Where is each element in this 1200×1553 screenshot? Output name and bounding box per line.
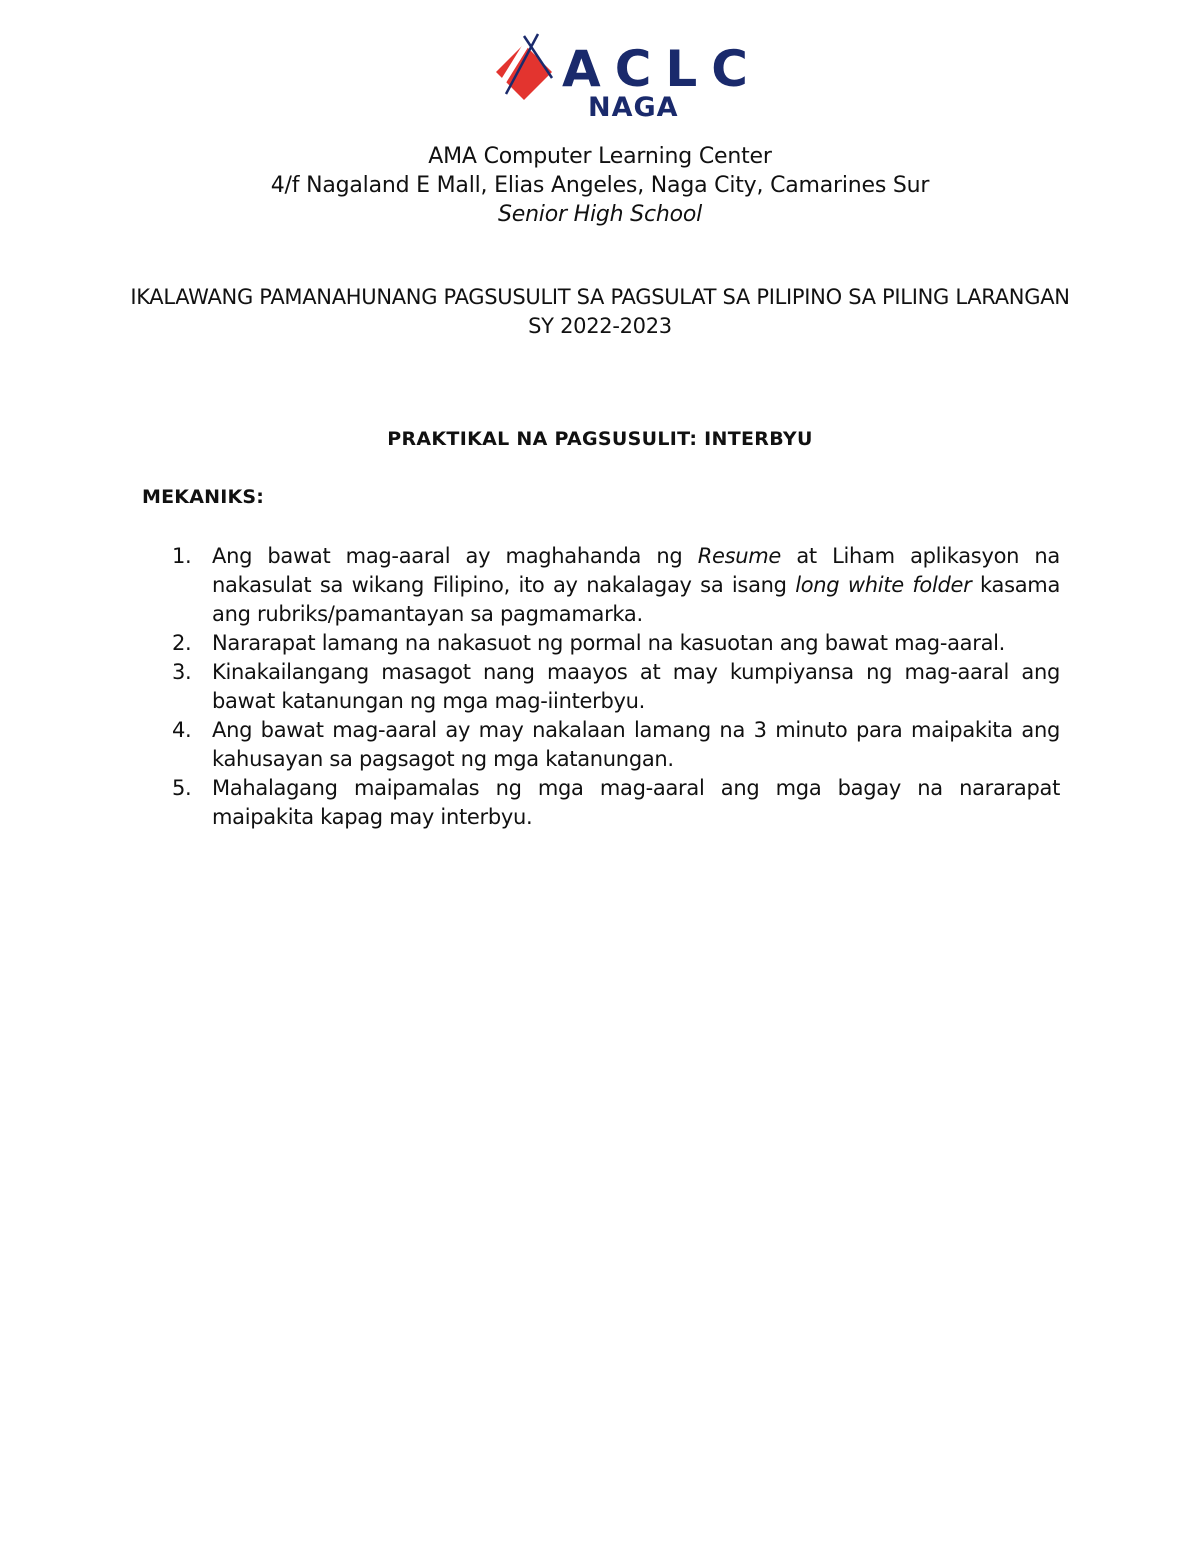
list-item-text: Nararapat lamang na nakasuot ng pormal na kasuotan ang bawat mag-aaral. [212, 631, 1006, 655]
list-item [172, 774, 1060, 832]
list-item [172, 542, 1060, 629]
list-item-number: 5. [172, 776, 192, 800]
exam-title-block [130, 283, 1070, 341]
list-item-text: kasama ang rubriks/pamantayan sa pagmamarka. [212, 573, 1061, 626]
school-address: 4/f Nagaland E Mall, Elias Angeles, Naga City, Camarines Sur [270, 173, 930, 198]
list-item-number: 1. [172, 544, 192, 568]
list-item-text: at Liham aplikasyon na nakasulat sa wikang Filipino, ito ay nakalagay sa isang [212, 544, 1060, 597]
mekaniks-list [172, 542, 1060, 832]
list-item-text: Ang bawat mag-aaral ay maghahanda ng [212, 544, 698, 568]
aclc-naga-logo [490, 30, 762, 125]
list-item-number: 4. [172, 718, 192, 742]
school-name: AMA Computer Learning Center [428, 144, 772, 169]
logo-word: ACLC [562, 40, 762, 98]
mekaniks-label: MEKANIKS: [142, 486, 265, 508]
list-item-text: Kinakailangang masagot nang maayos at may kumpiyansa ng mag-aaral ang bawat katanungan ng mga mag-iinterbyu. [212, 660, 1060, 713]
list-item-text: Mahalagang maipamalas ng mga mag-aaral ang mga bagay na nararapat maipakita kapag may interbyu. [212, 776, 1060, 829]
school-year: SY 2022-2023 [528, 314, 672, 338]
list-item-italic: long white folder [795, 573, 972, 597]
list-item-italic: Resume [697, 544, 782, 568]
school-header [0, 142, 1200, 229]
exam-title: IKALAWANG PAMANAHUNANG PAGSUSULIT SA PAGSULAT SA PILIPINO SA PILING LARANGAN [130, 285, 1070, 309]
list-item-text: Ang bawat mag-aaral ay may nakalaan lamang na 3 minuto para maipakita ang kahusayan sa pagsagot ng mga katanungan. [212, 718, 1060, 771]
list-item [172, 716, 1060, 774]
list-item [172, 629, 1060, 658]
list-item [172, 658, 1060, 716]
list-item-number: 3. [172, 660, 192, 684]
list-item-number: 2. [172, 631, 192, 655]
logo-graphic [490, 30, 762, 125]
logo-sub: NAGA [588, 92, 679, 123]
school-department: Senior High School [497, 202, 703, 227]
section-title: PRAKTIKAL NA PAGSUSULIT: INTERBYU [387, 428, 813, 450]
